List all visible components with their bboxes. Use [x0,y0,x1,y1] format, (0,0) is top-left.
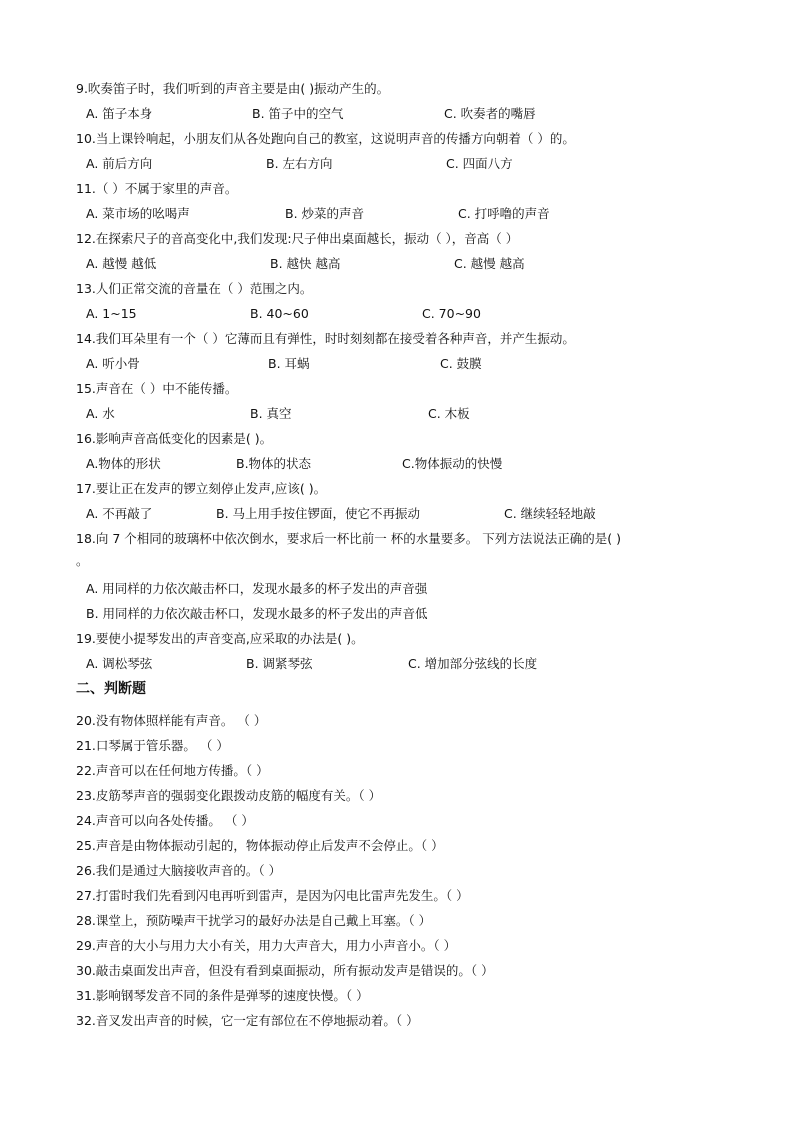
option-c: C. 木板 [428,406,470,421]
option-c: C. 鼓膜 [440,356,482,371]
option-a: A. 越慢 越低 [86,256,157,271]
option-a: A. 1~15 [86,306,137,321]
judgment-30: 30.敲击桌面发出声音，但没有看到桌面振动，所有振动发声是错误的。（ ） [76,963,494,978]
option-a: A. 菜市场的吆喝声 [86,206,190,221]
option-c: C. 70~90 [422,306,481,321]
judgment-28: 28.课堂上，预防噪声干扰学习的最好办法是自己戴上耳塞。（ ） [76,913,432,928]
option-a: A. 笛子本身 [86,106,153,121]
judgment-29: 29.声音的大小与用力大小有关，用力大声音大，用力小声音小。（ ） [76,938,457,953]
judgment-32: 32.音叉发出声音的时候，它一定有部位在不停地振动着。（ ） [76,1013,419,1028]
judgment-24: 24.声音可以向各处传播。 （ ） [76,813,254,828]
judgment-21: 21.口琴属于管乐器。 （ ） [76,738,229,753]
judgment-23: 23.皮筋琴声音的强弱变化跟拨动皮筋的幅度有关。（ ） [76,788,382,803]
judgment-20: 20.没有物体照样能有声音。 （ ） [76,713,267,728]
option-a: A. 前后方向 [86,156,153,171]
option-b: B. 40~60 [250,306,309,321]
question-9-stem: 9.吹奏笛子时，我们听到的声音主要是由( )振动产生的。 [76,81,390,96]
option-a: A.物体的形状 [86,456,161,471]
option-b: B. 耳蜗 [268,356,310,371]
question-13-stem: 13.人们正常交流的音量在（ ）范围之内。 [76,281,313,296]
option-a: A. 听小骨 [86,356,140,371]
option-a: A. 不再敲了 [86,506,153,521]
section-2-heading: 二、判断题 [76,681,146,697]
question-15-stem: 15.声音在（ ）中不能传播。 [76,381,238,396]
question-16-stem: 16.影响声音高低变化的因素是( )。 [76,431,273,446]
option-c: C. 增加部分弦线的长度 [408,656,538,671]
question-18-stem: 18.向 7 个相同的玻璃杯中依次倒水，要求后一杯比前一 杯的水量要多。 下列方法说法正确的是( ) [76,531,621,546]
option-c: C. 四面八方 [446,156,513,171]
option-a: A. 调松琴弦 [86,656,153,671]
judgment-22: 22.声音可以在任何地方传播。（ ） [76,763,269,778]
judgment-25: 25.声音是由物体振动引起的，物体振动停止后发声不会停止。（ ） [76,838,444,853]
option-c: C. 越慢 越高 [454,256,525,271]
question-19-stem: 19.要使小提琴发出的声音变高,应采取的办法是( )。 [76,631,364,646]
question-10-stem: 10.当上课铃响起，小朋友们从各处跑向自己的教室，这说明声音的传播方向朝着（ ）的。 [76,131,575,146]
option-c: C. 吹奏者的嘴唇 [444,106,536,121]
question-18-stem-continuation: 。 [76,553,89,568]
option-b: B.物体的状态 [236,456,312,471]
option-c: C. 继续轻轻地敲 [504,506,596,521]
question-12-stem: 12.在探索尺子的音高变化中,我们发现:尺子伸出桌面越长，振动（ ），音高（ ） [76,231,519,246]
option-a: A. 用同样的力依次敲击杯口，发现水最多的杯子发出的声音强 [86,581,428,596]
question-14-stem: 14.我们耳朵里有一个（ ）它薄而且有弹性，时时刻刻都在接受着各种声音，并产生振动。 [76,331,575,346]
judgment-27: 27.打雷时我们先看到闪电再听到雷声，是因为闪电比雷声先发生。（ ） [76,888,469,903]
option-c: C. 打呼噜的声音 [458,206,550,221]
option-c: C.物体振动的快慢 [402,456,503,471]
option-b: B. 马上用手按住锣面，使它不再振动 [216,506,421,521]
option-b: B. 越快 越高 [270,256,341,271]
option-b: B. 笛子中的空气 [252,106,344,121]
option-b: B. 左右方向 [266,156,333,171]
option-b: B. 真空 [250,406,292,421]
question-17-stem: 17.要让正在发声的锣立刻停止发声,应该( )。 [76,481,327,496]
judgment-31: 31.影响钢琴发音不同的条件是弹琴的速度快慢。（ ） [76,988,369,1003]
option-b: B. 炒菜的声音 [285,206,365,221]
option-a: A. 水 [86,406,115,421]
judgment-26: 26.我们是通过大脑接收声音的。（ ） [76,863,282,878]
option-b: B. 调紧琴弦 [246,656,313,671]
option-b: B. 用同样的力依次敲击杯口，发现水最多的杯子发出的声音低 [86,606,428,621]
question-11-stem: 11.（ ）不属于家里的声音。 [76,181,238,196]
